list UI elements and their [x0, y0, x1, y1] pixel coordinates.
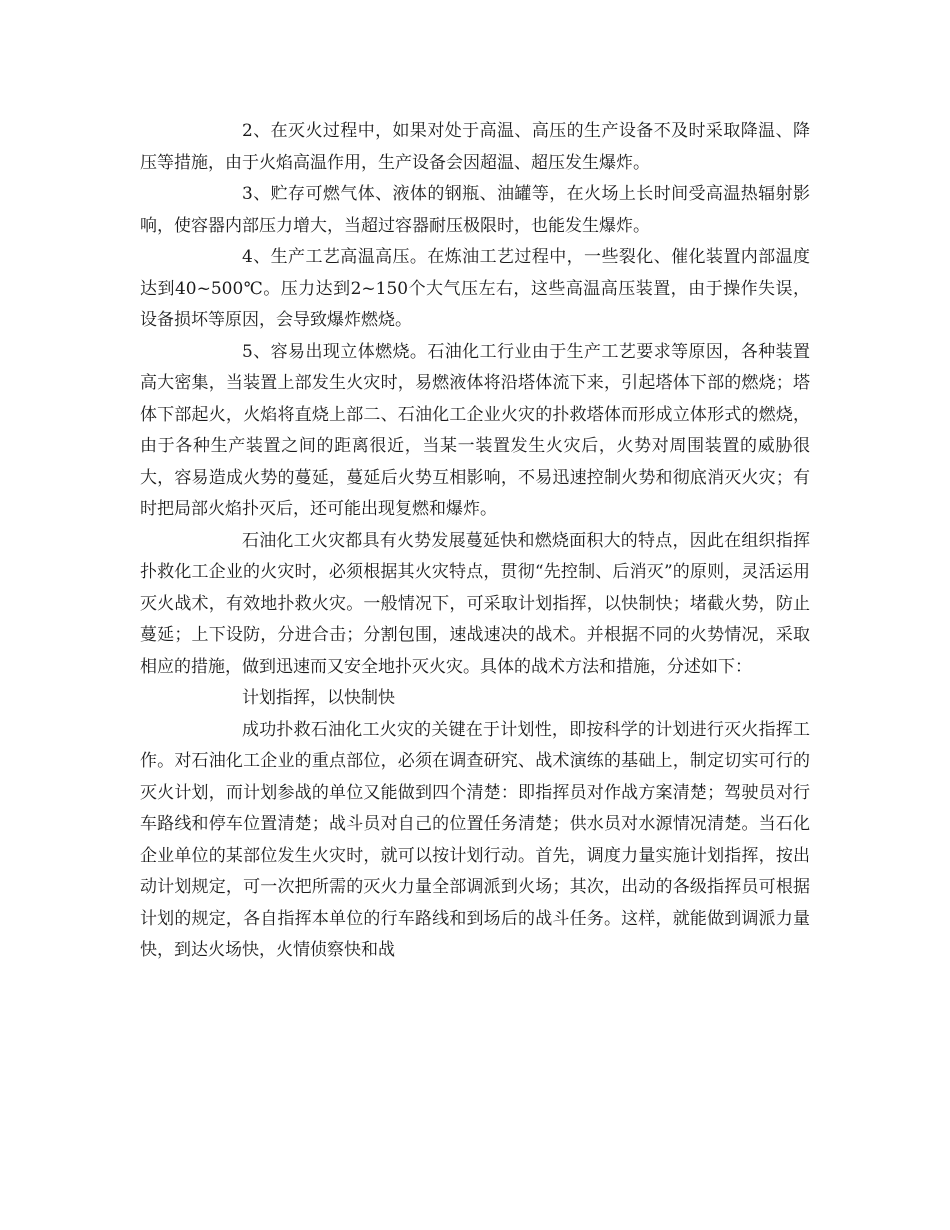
paragraph-3d-burning: 5、容易出现立体燃烧。石油化工行业由于生产工艺要求等原因，各种装置高大密集，当装置上部发生火灾时，易燃液体将沿塔体流下来，引起塔体下部的燃烧；塔体下部起火，火焰将直烧上部二、石油化工企业火灾的扑救塔体而形成立体形式的燃烧，由于各种生产装置之间的距离很近，当某一装置发生火灾后，火势对周围装置的威胁很大，容易造成火势的蔓延，蔓延后火势互相影响，不易迅速控制火势和彻底消灭火灾；有时把局部火焰扑灭后，还可能出现复燃和爆炸。 — [140, 341, 810, 519]
paragraph-high-temp-pressure: 4、生产工艺高温高压。在炼油工艺过程中，一些裂化、催化装置内部温度达到40~500℃。压力达到2~150个大气压左右，这些高温高压装置，由于操作失误，设备损坏等原因，会导致爆炸燃烧。 — [140, 247, 810, 330]
paragraph-explosion-containers: 3、贮存可燃气体、液体的钢瓶、油罐等，在火场上长时间受高温热辐射影响，使容器内部压力增大，当超过容器耐压极限时，也能发生爆炸。 — [140, 184, 810, 236]
paragraph-tactics-overview: 石油化工火灾都具有火势发展蔓延快和燃烧面积大的特点，因此在组织指挥扑救化工企业的火灾时，必须根据其火灾特点，贯彻“先控制、后消灭”的原则，灵活运用灭火战术，有效地扑救火灾。一般情况下，可采取计划指挥，以快制快；堵截火势，防止蔓延；上下设防，分进合击；分割包围，速战速决的战术。并根据不同的火势情况，采取相应的措施，做到迅速而又安全地扑灭火灾。具体的战术方法和措施，分述如下： — [140, 530, 810, 677]
paragraph-explosion-equipment: 2、在灭火过程中，如果对处于高温、高压的生产设备不及时采取降温、降压等措施，由于火焰高温作用，生产设备会因超温、超压发生爆炸。 — [140, 121, 810, 173]
paragraph-planned-command: 成功扑救石油化工火灾的关键在于计划性，即按科学的计划进行灭火指挥工作。对石油化工企业的重点部位，必须在调查研究、战术演练的基础上，制定切实可行的灭火计划，而计划参战的单位又能做到四个清楚：即指挥员对作战方案清楚；驾驶员对行车路线和停车位置清楚；战斗员对自己的位置任务清楚；供水员对水源情况清楚。当石化企业单位的某部位发生火灾时，就可以按计划行动。首先，调度力量实施计划指挥，按出动计划规定，可一次把所需的灭火力量全部调派到火场；其次，出动的各级指挥员可根据计划的规定，各自指挥本单位的行车路线和到场后的战斗任务。这样，就能做到调派力量快，到达火场快，火情侦察快和战 — [140, 719, 810, 960]
document-body — [140, 116, 810, 967]
section-heading-planned-command: 计划指挥，以快制快 — [242, 688, 395, 708]
